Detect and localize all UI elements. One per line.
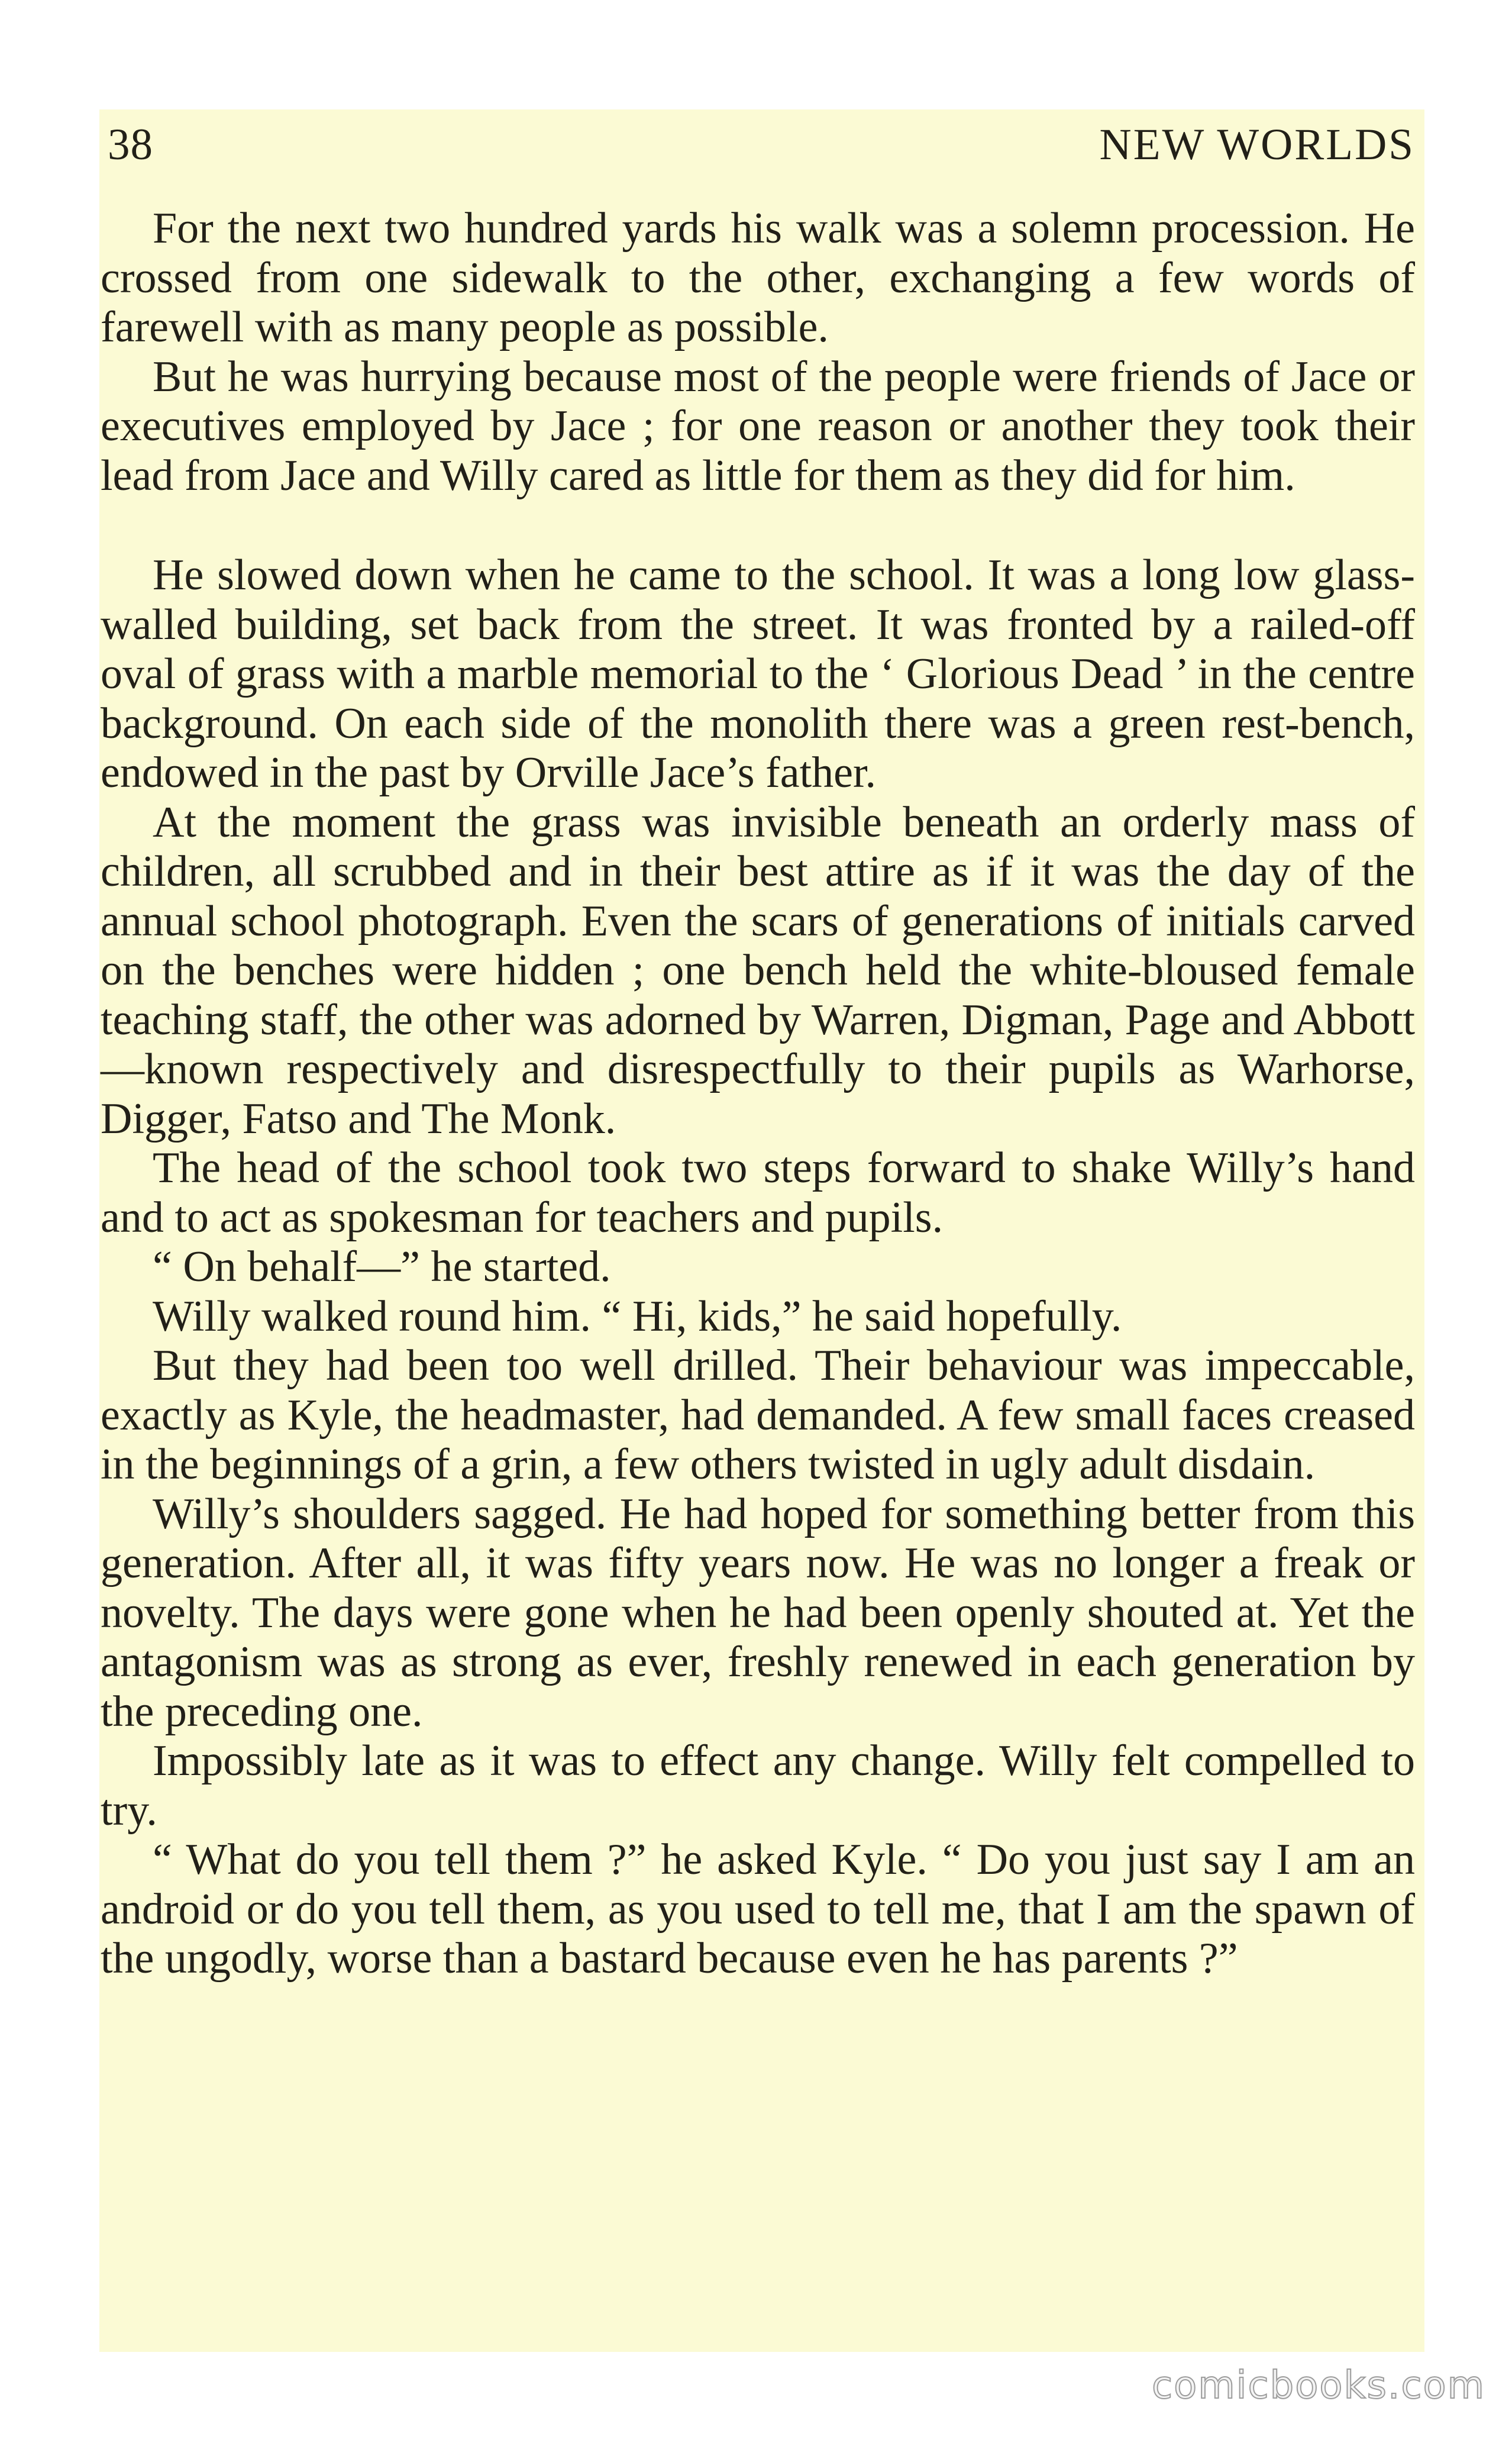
- page-number: 38: [108, 120, 153, 169]
- paragraph: At the moment the grass was invisible beneath an orderly mass of children, all scrubbed and in their best attire as if it was the day of the annual school photograph. Even the scars of generations of initials carved on the benches were hidden ; one bench held the white-bloused female teaching staff, the other was adorned by Warren, Digman, Page and Abbott—known respectively and disrespectfully to their pupils as Warhorse, Digger, Fatso and The Monk.: [101, 798, 1415, 1143]
- paragraph: But they had been too well drilled. Their behaviour was impeccable, exactly as Kyle, the headmaster, had demanded. A few small faces creased in the beginnings of a grin, a few others twisted in ugly adult disdain.: [101, 1341, 1415, 1489]
- paragraph: Impossibly late as it was to effect any change. Willy felt compelled to try.: [101, 1737, 1415, 1835]
- story-text: [101, 204, 1415, 1984]
- paragraph: He slowed down when he came to the school. It was a long low glass-walled building, set back from the street. It was fronted by a railed-off oval of grass with a marble memorial to the ‘ Glorious Dead ’ in the centre background. On each side of the monolith there was a green rest-bench, endowed in the past by Orville Jace’s father.: [101, 551, 1415, 797]
- paragraph: The head of the school took two steps forward to shake Willy’s hand and to act as spokesman for teachers and pupils.: [101, 1144, 1415, 1242]
- paragraph: “ What do you tell them ?” he asked Kyle. “ Do you just say I am an android or do you tell them, as you used to tell me, that I am the spawn of the ungodly, worse than a bastard because even he has parents ?”: [101, 1835, 1415, 1983]
- paragraph: Willy walked round him. “ Hi, kids,” he said hopefully.: [153, 1292, 1122, 1341]
- paragraph: “ On behalf—” he started.: [153, 1243, 611, 1291]
- paragraph: But he was hurrying because most of the people were friends of Jace or executives employed by Jace ; for one reason or another they took their lead from Jace and Willy cared as little for them as they did for him.: [101, 352, 1415, 500]
- paragraph: Willy’s shoulders sagged. He had hoped for something better from this generation. After all, it was fifty years now. He was no longer a freak or novelty. The days were gone when he had been openly shouted at. Yet the antagonism was as strong as ever, freshly renewed in each generation by the preceding one.: [101, 1489, 1415, 1736]
- page-header: [101, 112, 1415, 178]
- watermark: comicbooks.com: [1151, 2364, 1485, 2408]
- paragraph: For the next two hundred yards his walk was a solemn procession. He crossed from one sidewalk to the other, exchanging a few words of farewell with as many people as possible.: [101, 204, 1415, 351]
- running-title: NEW WORLDS: [1099, 120, 1415, 169]
